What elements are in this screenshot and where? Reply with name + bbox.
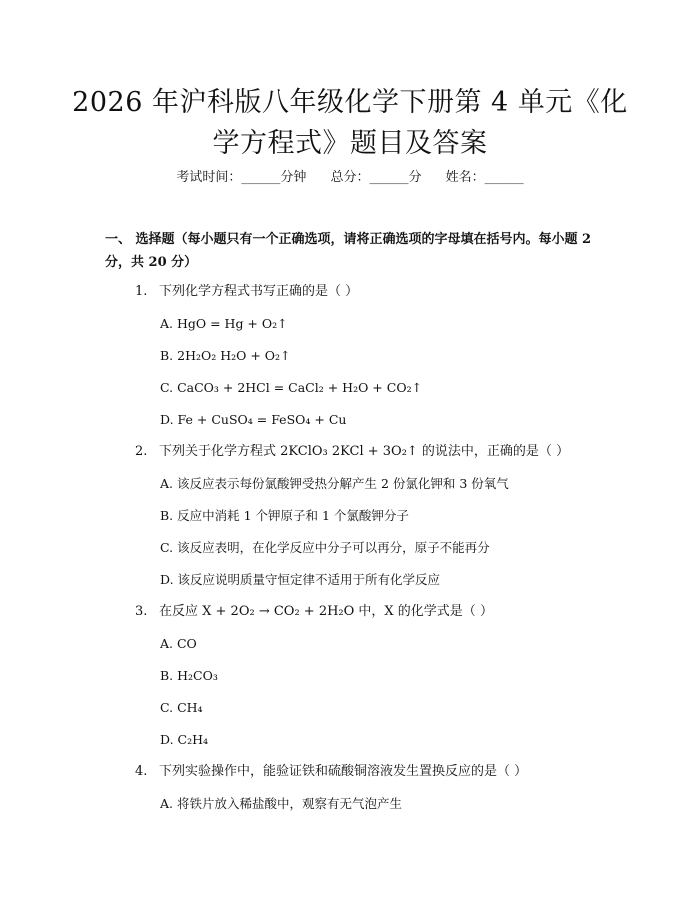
option-3d: D. C₂H₄	[160, 732, 209, 747]
option-2a: A. 该反应表示每份氯酸钾受热分解产生 2 份氯化钾和 3 份氧气	[160, 476, 509, 491]
option-3c: C. CH₄	[160, 700, 203, 715]
option-2b: B. 反应中消耗 1 个钾原子和 1 个氯酸钾分子	[160, 508, 409, 523]
question-number: 1.	[135, 284, 148, 299]
option-1c: C. CaCO₃ + 2HCl = CaCl₂ + H₂O + CO₂↑	[160, 380, 423, 395]
student-name: 姓名：______	[445, 170, 524, 185]
question-stem: 在反应 X + 2O₂ → CO₂ + 2H₂O 中，X 的化学式是（ ）	[159, 604, 493, 619]
question-stem: 下列化学方程式书写正确的是（ ）	[159, 284, 359, 299]
exam-meta	[0, 168, 700, 188]
exam-time: 考试时间：______分钟	[176, 170, 307, 185]
section-heading: 一、 选择题（每小题只有一个正确选项，请将正确选项的字母填在括号内。每小题 2 分，共 20 分）	[105, 232, 592, 270]
option-1a: A. HgO = Hg + O₂↑	[160, 316, 288, 331]
question-4	[135, 762, 527, 782]
option-3b: B. H₂CO₃	[160, 668, 218, 683]
question-number: 4.	[135, 764, 148, 779]
option-4a: A. 将铁片放入稀盐酸中，观察有无气泡产生	[160, 796, 402, 811]
option-1d: D. Fe + CuSO₄ = FeSO₄ + Cu	[160, 412, 347, 427]
option-2d: D. 该反应说明质量守恒定律不适用于所有化学反应	[160, 572, 441, 587]
option-2c: C. 该反应表明，在化学反应中分子可以再分，原子不能再分	[160, 540, 490, 555]
question-2	[135, 442, 569, 462]
title-line-1: 2026 年沪科版八年级化学下册第 4 单元《化	[72, 87, 628, 118]
document-title	[0, 82, 700, 164]
question-stem: 下列关于化学方程式 2KClO₃ 2KCl + 3O₂↑ 的说法中，正确的是（ ）	[159, 444, 570, 459]
total-score: 总分：______分	[330, 170, 422, 185]
question-1	[135, 282, 358, 302]
option-3a: A. CO	[160, 636, 197, 651]
title-line-2: 学方程式》题目及答案	[212, 128, 488, 159]
question-number: 2.	[135, 444, 148, 459]
question-stem: 下列实验操作中，能验证铁和硫酸铜溶液发生置换反应的是（ ）	[159, 764, 528, 779]
option-1b: B. 2H₂O₂ H₂O + O₂↑	[160, 348, 291, 363]
question-number: 3.	[135, 604, 148, 619]
question-3	[135, 602, 493, 622]
